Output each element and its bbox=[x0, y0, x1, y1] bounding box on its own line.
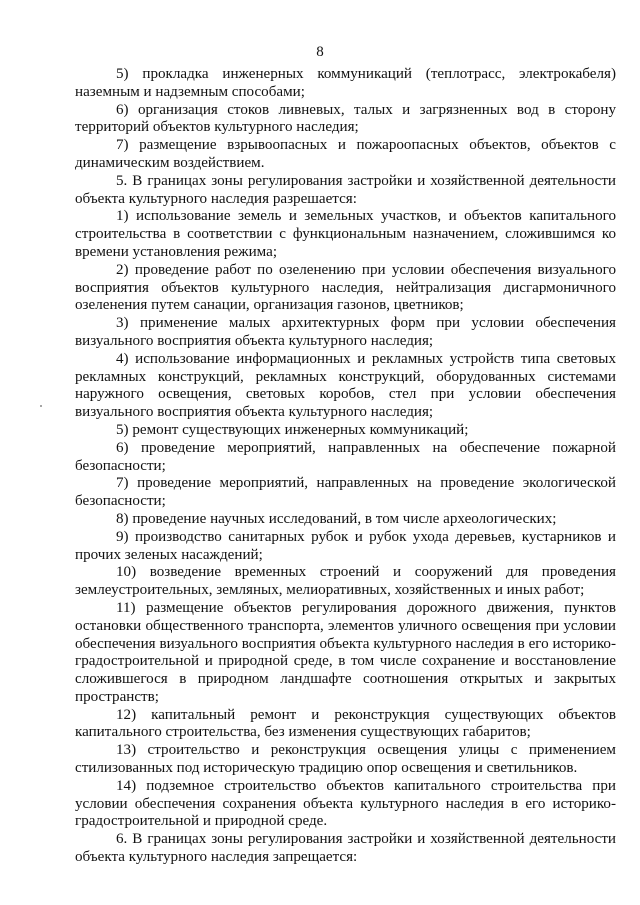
permitted-item-9: 9) производство санитарных рубок и рубок ухода деревьев, кустарников и прочих зеленых насаждений; bbox=[75, 528, 616, 563]
permitted-item-6: 6) проведение мероприятий, направленных на обеспечение пожарной безопасности; bbox=[75, 439, 616, 474]
permitted-item-5: 5) ремонт существующих инженерных коммуникаций; bbox=[116, 421, 469, 438]
permitted-item-10: 10) возведение временных строений и сооружений для проведения землеустроительных, земляных, мелиоративных, хозяйственных и иных работ; bbox=[75, 564, 616, 599]
permitted-item-7: 7) проведение мероприятий, направленных на проведение экологической безопасности; bbox=[75, 475, 616, 510]
paragraph-item-7-hazardous-objects: 7) размещение взрывоопасных и пожароопасных объектов, объектов с динамическим воздействием. bbox=[75, 137, 616, 171]
permitted-item-4: 4) использование информационных и рекламных устройств типа световых рекламных конструкций, рекламных конструкций, оборудованных системами наружного освещения, световых коробов, стел при условии обеспечения визуального восприятия объекта культурного наследия; bbox=[75, 350, 616, 421]
page-number: 8 bbox=[316, 44, 324, 60]
permitted-item-2: 2) проведение работ по озеленению при условии обеспечения визуального восприятия объектов культурного наследия, нейтрализация дисгармоничного озеленения путем санации, организация газонов, цветников; bbox=[75, 261, 616, 314]
section-6-prohibited-heading: 6. В границах зоны регулирования застройки и хозяйственной деятельности объекта культурного наследия запрещается: bbox=[75, 831, 616, 866]
section-5-permitted-heading: 5. В границах зоны регулирования застройки и хозяйственной деятельности объекта культурного наследия разрешается: bbox=[75, 172, 616, 207]
permitted-item-3: 3) применение малых архитектурных форм при условии обеспечения визуального восприятия объекта культурного наследия; bbox=[75, 315, 616, 349]
paragraph-item-5-utilities-laying: 5) прокладка инженерных коммуникаций (теплотрасс, электрокабеля) наземным и надземным способами; bbox=[75, 66, 616, 100]
permitted-item-1: 1) использование земель и земельных участков, и объектов капитального строительства в соответствии с функциональным назначением, сложившимся ко времени установления режима; bbox=[75, 208, 616, 260]
document-body bbox=[75, 66, 616, 867]
paragraph-item-6-stormwater-drains: 6) организация стоков ливневых, талых и загрязненных вод в сторону территорий объектов культурного наследия; bbox=[75, 101, 616, 136]
scan-artifact-dot bbox=[40, 405, 42, 407]
permitted-item-12: 12) капитальный ремонт и реконструкция существующих объектов капитального строительства, без изменения существующих габаритов; bbox=[75, 706, 616, 741]
permitted-item-11: 11) размещение объектов регулирования дорожного движения, пунктов остановки общественного транспорта, элементов уличного освещения при условии обеспечения визуального восприятия объекта культурного наследия в его историко-градостроительной и природной среде, в том числе сохранение и восстановление сложившегося в природном ландшафте соотношения открытых и закрытых пространств; bbox=[75, 599, 616, 705]
permitted-item-8: 8) проведение научных исследований, в том числе археологических; bbox=[116, 510, 557, 527]
permitted-item-13: 13) строительство и реконструкция освещения улицы с применением стилизованных под историческую традицию опор освещения и светильников. bbox=[75, 742, 616, 777]
permitted-item-14: 14) подземное строительство объектов капитального строительства при условии обеспечения сохранения объекта культурного наследия в его историко-градостроительной и природной среде. bbox=[75, 777, 616, 830]
